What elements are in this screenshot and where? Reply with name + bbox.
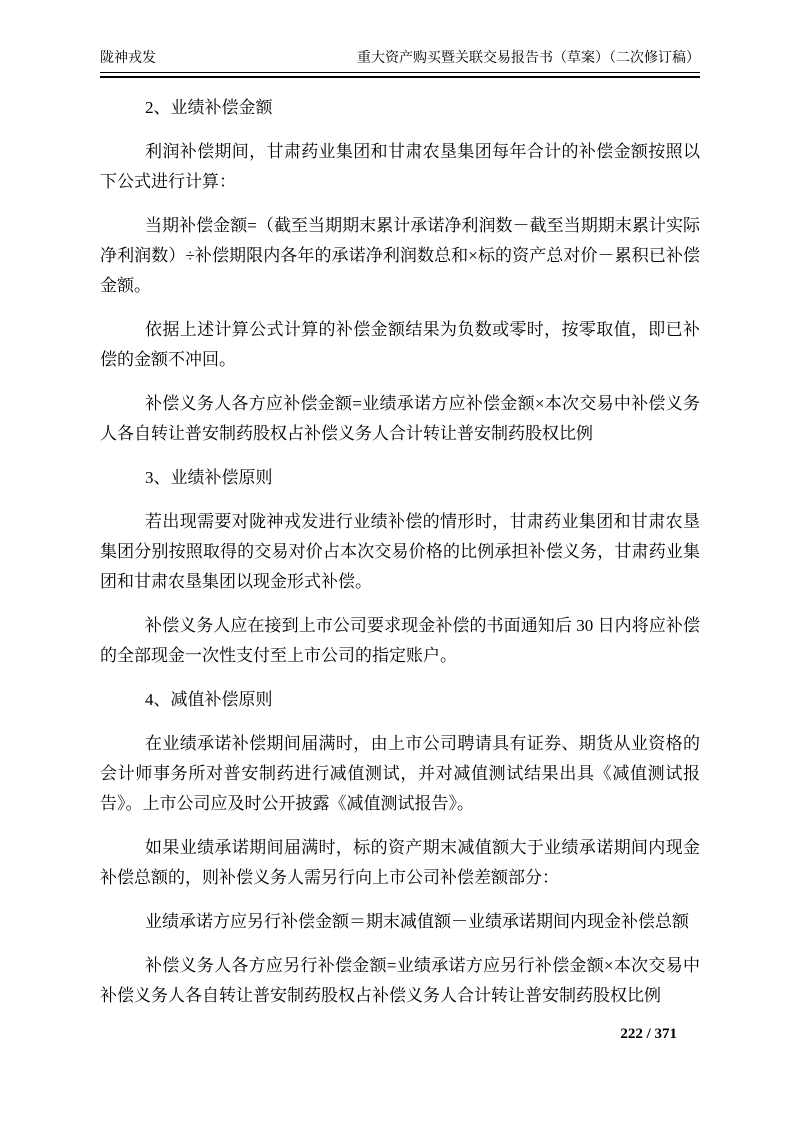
paragraph-formula: 补偿义务人各方应补偿金额=业绩承诺方应补偿金额×本次交易中补偿义务人各自转让普安制药股权占补偿义务人合计转让普安制药股权比例 — [100, 394, 700, 443]
paragraph: 依据上述计算公式计算的补偿金额结果为负数或零时，按零取值，即已补偿的金额不冲回。 — [100, 320, 700, 369]
section-heading: 3、业绩补偿原则 — [145, 468, 273, 487]
document-body — [100, 93, 700, 1025]
header-document-title: 重大资产购买暨关联交易报告书（草案）（二次修订稿） — [357, 51, 700, 66]
section-heading: 4、减值补偿原则 — [145, 690, 273, 709]
paragraph: 补偿义务人应在接到上市公司要求现金补偿的书面通知后 30 日内将应补偿的全部现金一次性支付至上市公司的指定账户。 — [100, 616, 700, 665]
paragraph: 在业绩承诺补偿期间届满时，由上市公司聘请具有证券、期货从业资格的会计师事务所对普安制药进行减值测试，并对减值测试结果出具《减值测试报告》。上市公司应及时公开披露《减值测试报告》。 — [100, 734, 700, 813]
paragraph: 如果业绩承诺期间届满时，标的资产期末减值额大于业绩承诺期间内现金补偿总额的，则补偿义务人需另行向上市公司补偿差额部分： — [100, 838, 700, 887]
page-header — [100, 50, 700, 78]
section-heading: 2、业绩补偿金额 — [145, 98, 273, 117]
paragraph-formula: 业绩承诺方应另行补偿金额＝期末减值额－业绩承诺期间内现金补偿总额 — [145, 912, 689, 931]
paragraph-formula: 当期补偿金额=（截至当期期末累计承诺净利润数－截至当期期末累计实际净利润数）÷补偿期限内各年的承诺净利润数总和×标的资产总对价－累积已补偿金额。 — [100, 216, 700, 295]
paragraph-formula: 补偿义务人各方应另行补偿金额=业绩承诺方应另行补偿金额×本次交易中补偿义务人各自转让普安制药股权占补偿义务人合计转让普安制药股权比例 — [100, 956, 700, 1005]
paragraph: 利润补偿期间，甘肃药业集团和甘肃农垦集团每年合计的补偿金额按照以下公式进行计算： — [100, 142, 700, 191]
page-footer — [100, 1025, 700, 1043]
header-rule-thick — [100, 76, 700, 78]
paragraph: 若出现需要对陇神戎发进行业绩补偿的情形时，甘肃药业集团和甘肃农垦集团分别按照取得的交易对价占本次交易价格的比例承担补偿义务，甘肃药业集团和甘肃农垦集团以现金形式补偿。 — [100, 512, 700, 591]
header-company-name: 陇神戎发 — [100, 51, 156, 66]
page-number: 222 / 371 — [620, 1026, 677, 1042]
header-rule-thin — [100, 72, 700, 73]
